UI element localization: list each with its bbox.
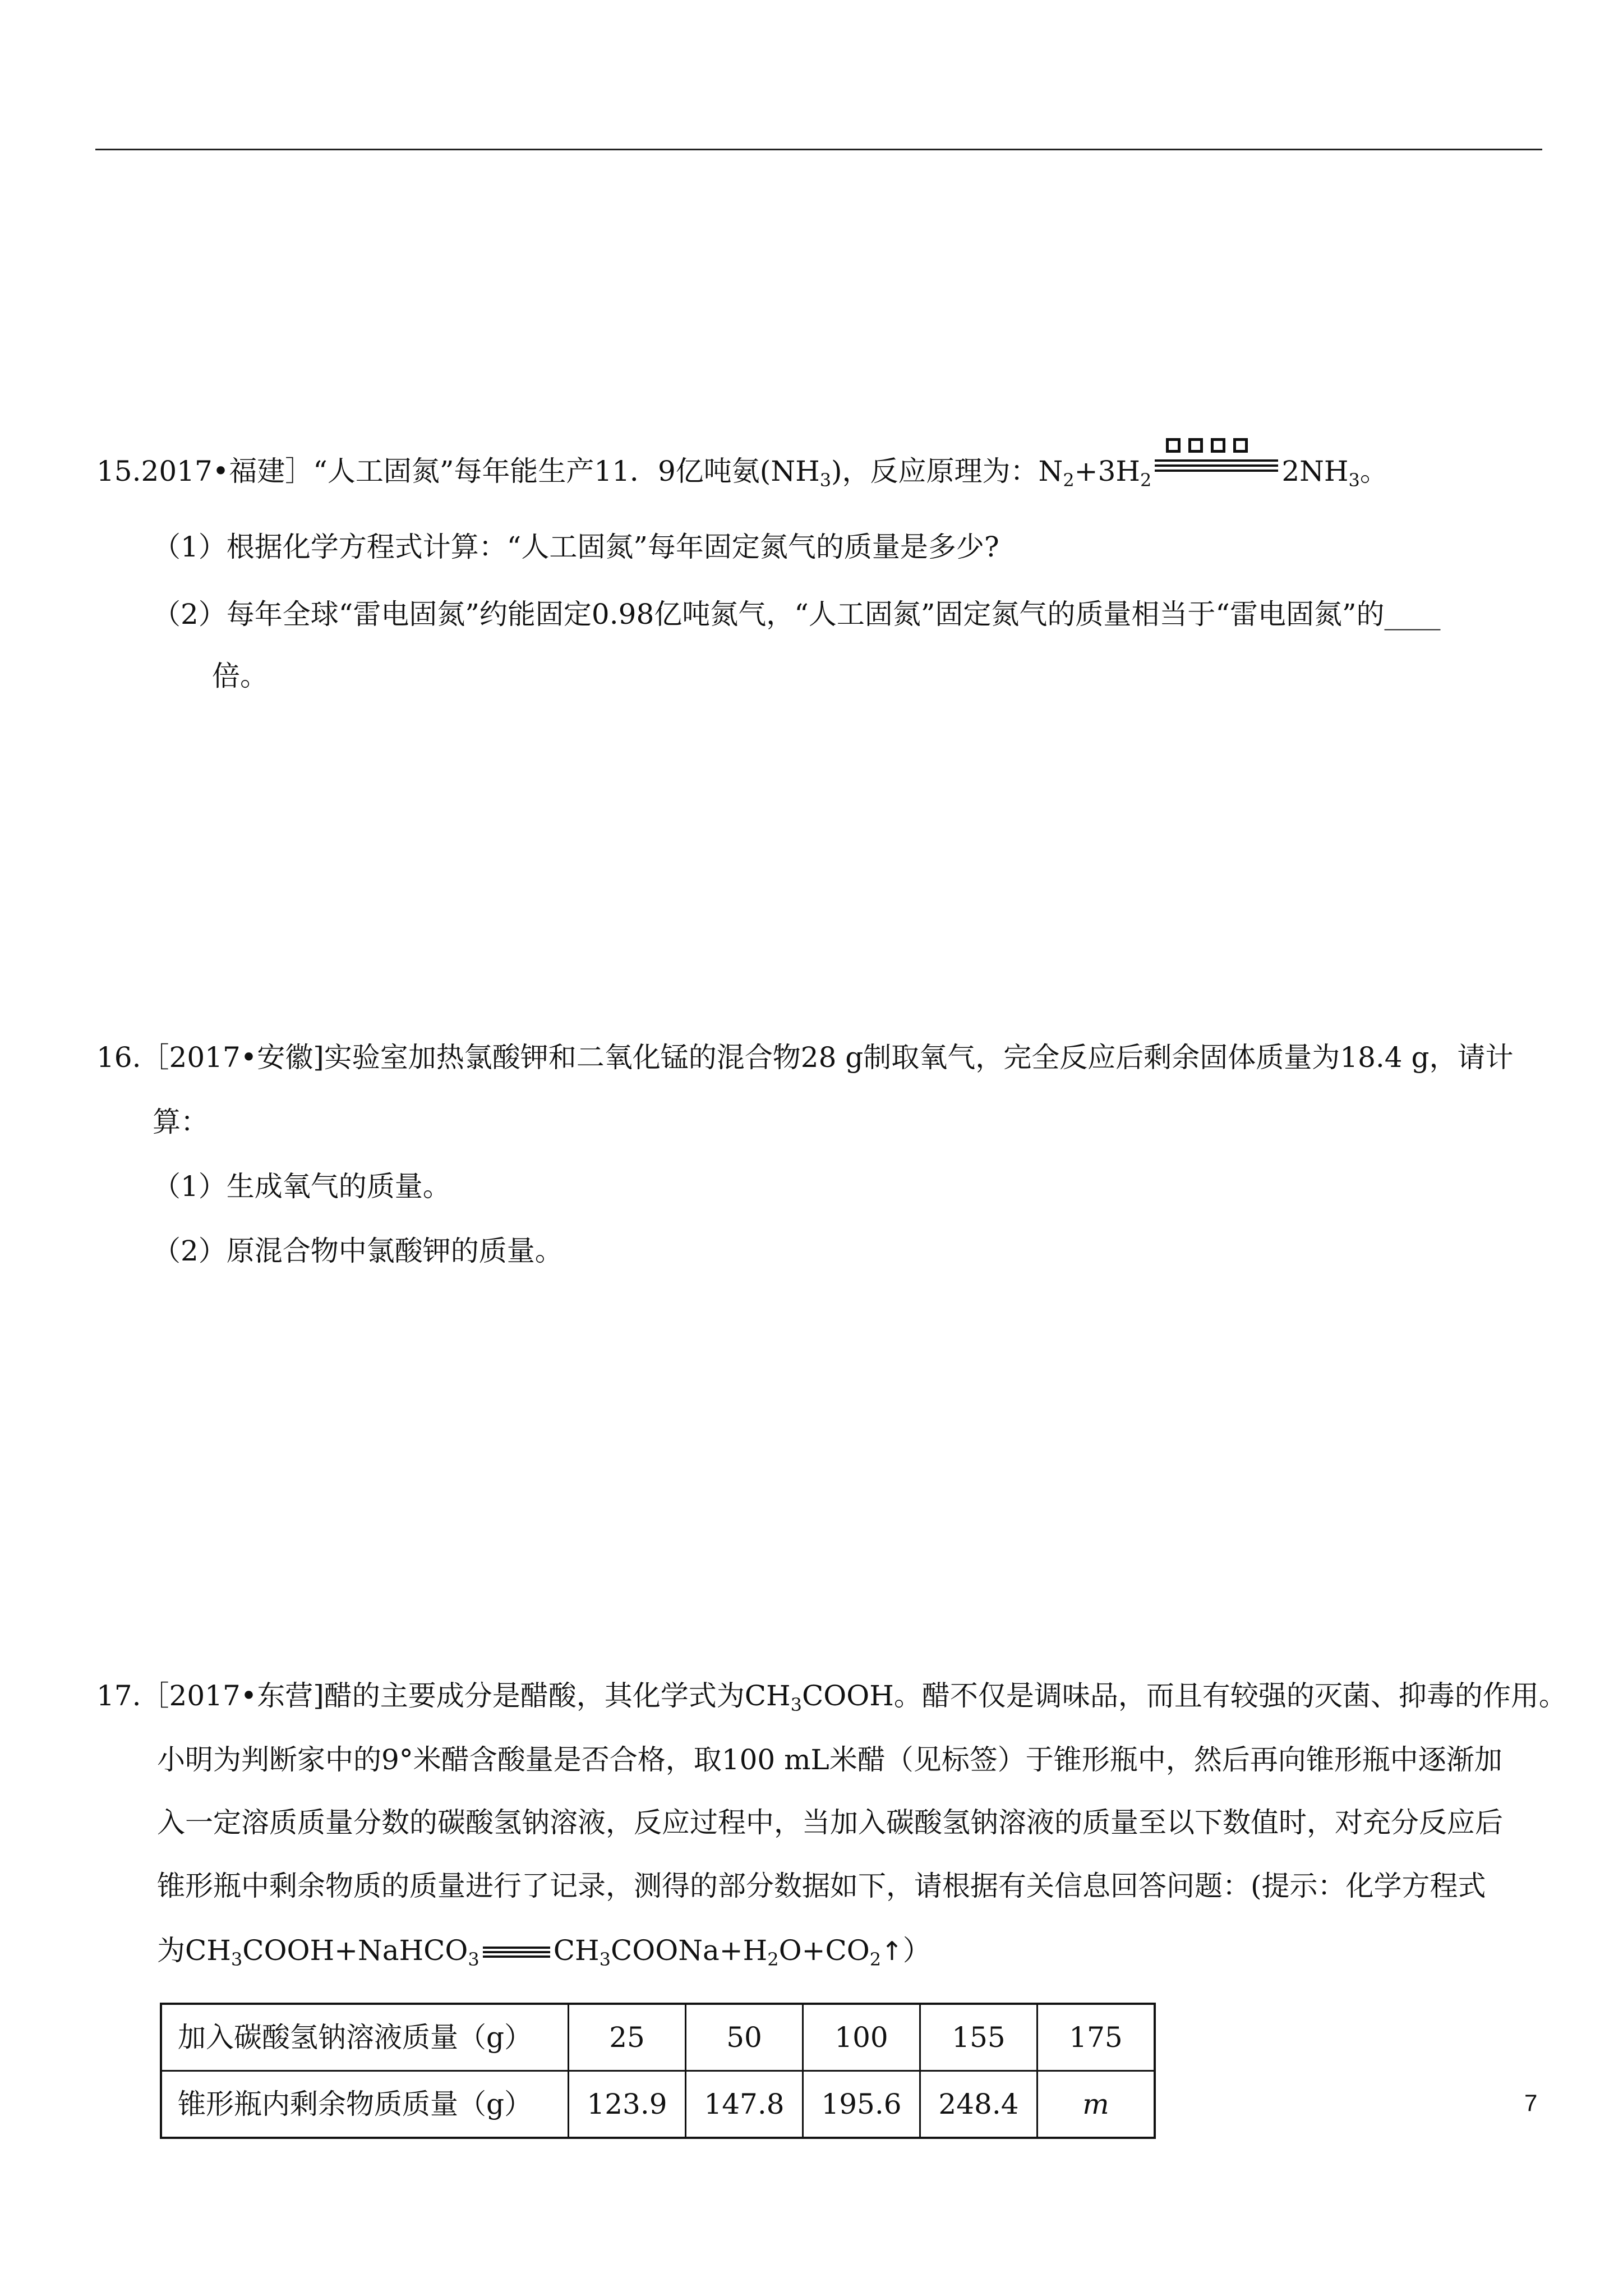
table-cell: 100 bbox=[803, 2004, 920, 2071]
table-cell: 195.6 bbox=[803, 2071, 920, 2138]
row-header: 加入碳酸氢钠溶液质量（g） bbox=[161, 2004, 569, 2071]
q15-stem: 15.2017•福建］“人工固氮”每年能生产11．9亿吨氨$(NH_3)$，反应原理为：$N_2+3H_2$ $2NH_3$。 bbox=[96, 457, 1388, 485]
table-row bbox=[161, 2004, 1155, 2071]
q15-subquestion-2-cont: 倍。 bbox=[212, 660, 268, 692]
q17-stem-line3: 入一定溶质质量分数的碳酸氢钠溶液，反应过程中，当加入碳酸氢钠溶液的质量至以下数值时，对充分反应后 bbox=[157, 1806, 1503, 1839]
data-table bbox=[160, 2003, 1156, 2139]
condition-box-icon bbox=[1233, 438, 1248, 453]
table-cell: 175 bbox=[1038, 2004, 1155, 2071]
table-cell-unknown: m bbox=[1038, 2071, 1155, 2138]
header-rule bbox=[95, 149, 1542, 150]
table-cell: 123.9 bbox=[569, 2071, 686, 2138]
condition-placeholder-boxes bbox=[1166, 438, 1248, 453]
condition-box-icon bbox=[1188, 438, 1203, 453]
q16-stem-cont: 算： bbox=[153, 1106, 209, 1138]
table-cell: 248.4 bbox=[920, 2071, 1038, 2138]
q17-chemical-equation: 为$CH_3COOH+NaHCO_3$ $CH_3COONa+H_2O+CO_2↑$） bbox=[157, 1934, 931, 1970]
equals-sign bbox=[483, 1947, 550, 1958]
table-cell: 155 bbox=[920, 2004, 1038, 2071]
table-cell: 50 bbox=[686, 2004, 803, 2071]
q15-subquestion-2: （2）每年全球“雷电固氮”约能固定0.98亿吨氮气，“人工固氮”固定氮气的质量相当于“雷电固氮”的____ bbox=[153, 598, 1441, 631]
q17-stem-line4: 锥形瓶中剩余物质的质量进行了记录，测得的部分数据如下，请根据有关信息回答问题：(提示：化学方程式 bbox=[157, 1870, 1486, 1902]
table-cell: 25 bbox=[569, 2004, 686, 2071]
q17-stem-line2: 小明为判断家中的9°米醋含酸量是否合格，取100 mL米醋（见标签）于锥形瓶中，然后再向锥形瓶中逐渐加 bbox=[157, 1743, 1502, 1776]
reaction-condition-equals bbox=[1155, 458, 1278, 481]
row-header: 锥形瓶内剩余物质质量（g） bbox=[161, 2071, 569, 2138]
condition-box-icon bbox=[1166, 438, 1181, 453]
q15-subquestion-1: （1）根据化学方程式计算：“人工固氮”每年固定氮气的质量是多少? bbox=[153, 531, 999, 563]
q17-stem: 17.［2017•东营]醋的主要成分是醋酸，其化学式为$CH_3COOH$。醋不仅是调味品，而且有较强的灭菌、抑毒的作用。 bbox=[96, 1680, 1567, 1715]
table-cell: 147.8 bbox=[686, 2071, 803, 2138]
q16-subquestion-1: （1）生成氧气的质量。 bbox=[153, 1170, 451, 1203]
q16-subquestion-2: （2）原混合物中氯酸钾的质量。 bbox=[153, 1235, 563, 1267]
gas-arrow-icon: ↑ bbox=[881, 1936, 903, 1966]
condition-box-icon bbox=[1211, 438, 1225, 453]
table-row bbox=[161, 2071, 1155, 2138]
page-number: 7 bbox=[1524, 2090, 1538, 2116]
q16-stem: 16.［2017•安徽]实验室加热氯酸钾和二氧化锰的混合物28 g制取氧气，完全反应后剩余固体质量为18.4 g，请计 bbox=[96, 1041, 1514, 1074]
